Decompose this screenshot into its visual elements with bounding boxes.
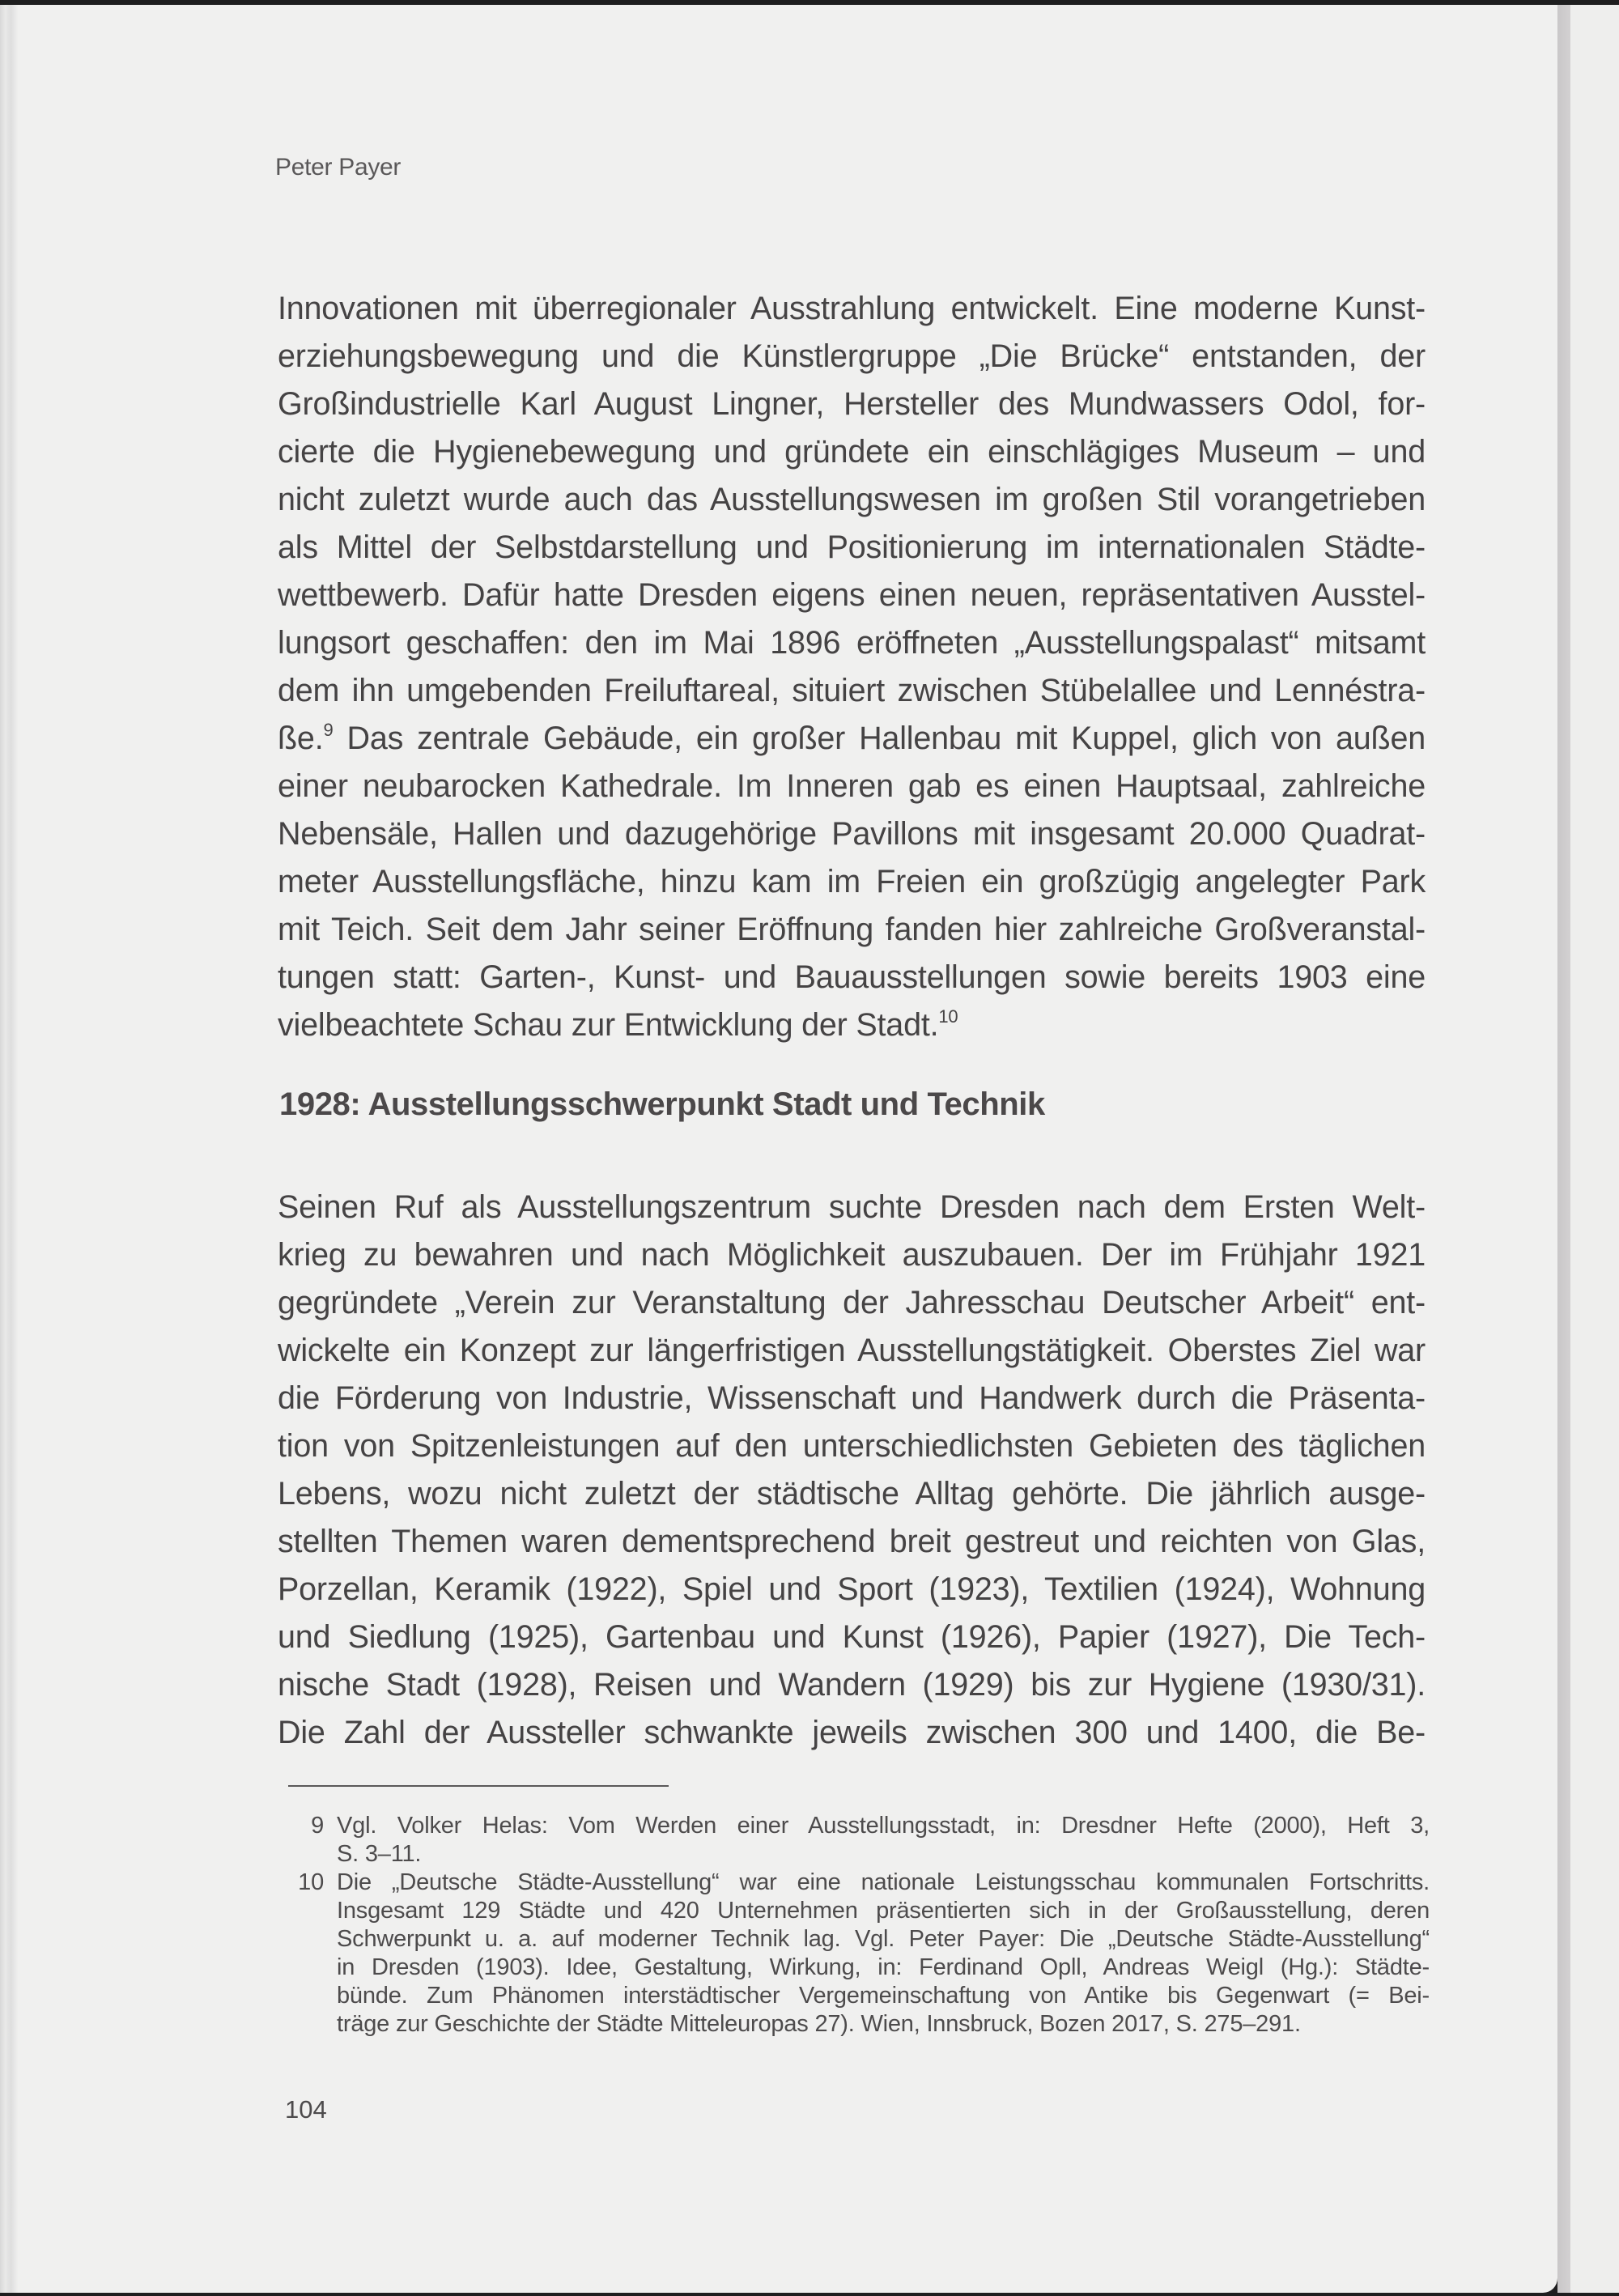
text-line: krieg zu bewahren und nach Möglichkeit auszubauen. Der im Frühjahr 1921 <box>278 1237 1426 1273</box>
text-line: erziehungsbewegung und die Künstlergruppe „Die Brücke“ entstanden, der <box>278 338 1426 374</box>
page-number: 104 <box>285 2095 327 2124</box>
footnote-reference-9[interactable]: 9 <box>323 719 334 740</box>
running-head-author: Peter Payer <box>275 154 402 181</box>
text-line: die Förderung von Industrie, Wissenschaft und Handwerk durch die Präsenta- <box>278 1380 1426 1416</box>
text-line: mit Teich. Seit dem Jahr seiner Eröffnung fanden hier zahlreiche Großveranstal- <box>278 912 1426 947</box>
text-line: tion von Spitzenleistungen auf den unterschiedlichsten Gebieten des täglichen <box>278 1428 1426 1464</box>
text-line-with-footnote <box>278 1001 1426 1049</box>
footnote-number: 9 <box>311 1813 324 1839</box>
text-line: Porzellan, Keramik (1922), Spiel und Sport (1923), Textilien (1924), Wohnung <box>278 1571 1426 1607</box>
text-line: lungsort geschaffen: den im Mai 1896 eröffneten „Ausstellungspalast“ mitsamt <box>278 625 1426 661</box>
text-fragment: vielbeachtete Schau zur Entwicklung der Stadt. <box>278 1007 939 1043</box>
text-line: nische Stadt (1928), Reisen und Wandern (1929) bis zur Hygiene (1930/31). <box>278 1667 1426 1703</box>
text-line: tungen statt: Garten-, Kunst- und Bauausstellungen sowie bereits 1903 eine <box>278 959 1426 995</box>
footnote-number: 10 <box>298 1869 324 1895</box>
footnote-9 <box>288 1812 1430 1869</box>
text-line: Nebensäle, Hallen und dazugehörige Pavillons mit insgesamt 20.000 Quadrat- <box>278 816 1426 852</box>
footnote-10 <box>288 1869 1430 2039</box>
text-line: Seinen Ruf als Ausstellungszentrum suchte Dresden nach dem Ersten Welt- <box>278 1189 1426 1225</box>
text-line: dem ihn umgebenden Freiluftareal, situiert zwischen Stübelallee und Lennéstra- <box>278 673 1426 708</box>
text-line: Die Zahl der Aussteller schwankte jeweils zwischen 300 und 1400, die Be- <box>278 1715 1426 1750</box>
body-paragraph-1 <box>278 285 1426 1049</box>
text-line: wickelte ein Konzept zur längerfristigen Ausstellungstätigkeit. Oberstes Ziel war <box>278 1333 1426 1368</box>
footnote-line: in Dresden (1903). Idee, Gestaltung, Wirkung, in: Ferdinand Opll, Andreas Weigl (Hg.): Städte- <box>337 1954 1430 1980</box>
footnote-line: S. 3–11. <box>337 1841 422 1867</box>
text-fragment: ße. <box>278 721 324 756</box>
footnote-line: träge zur Geschichte der Städte Mitteleuropas 27). Wien, Innsbruck, Bozen 2017, S. 275–291. <box>337 2011 1301 2037</box>
text-line-with-footnote <box>278 715 1426 763</box>
footnotes <box>288 1812 1430 2039</box>
footnote-line: Insgesamt 129 Städte und 420 Unternehmen präsentierten sich in der Großausstellung, deren <box>337 1898 1430 1924</box>
text-line: Lebens, wozu nicht zuletzt der städtische Alltag gehörte. Die jährlich ausge- <box>278 1476 1426 1512</box>
footnote-separator <box>288 1785 669 1787</box>
text-line: meter Ausstellungsfläche, hinzu kam im Freien ein großzügig angelegter Park <box>278 864 1426 899</box>
section-heading: 1928: Ausstellungsschwerpunkt Stadt und Technik <box>279 1086 1045 1122</box>
facing-page-edge <box>1570 5 1619 2293</box>
book-gutter <box>1557 5 1570 2293</box>
text-line: Innovationen mit überregionaler Ausstrahlung entwickelt. Eine moderne Kunst- <box>278 291 1426 326</box>
footnote-line: Schwerpunkt u. a. auf moderner Technik lag. Vgl. Peter Payer: Die „Deutsche Städte-Ausstellung“ <box>337 1926 1430 1952</box>
text-line: wettbewerb. Dafür hatte Dresden eigens einen neuen, repräsentativen Ausstel- <box>278 577 1426 613</box>
text-line: als Mittel der Selbstdarstellung und Positionierung im internationalen Städte- <box>278 529 1426 565</box>
text-line: gegründete „Verein zur Veranstaltung der Jahresschau Deutscher Arbeit“ ent- <box>278 1285 1426 1320</box>
text-fragment: Das zentrale Gebäude, ein großer Hallenbau mit Kuppel, glich von außen <box>333 721 1426 756</box>
footnote-reference-10[interactable]: 10 <box>938 1006 958 1027</box>
text-line: nicht zuletzt wurde auch das Ausstellungswesen im großen Stil vorangetrieben <box>278 482 1426 517</box>
text-line: einer neubarocken Kathedrale. Im Inneren gab es einen Hauptsaal, zahlreiche <box>278 768 1426 804</box>
footnote-line: Vgl. Volker Helas: Vom Werden einer Ausstellungsstadt, in: Dresdner Hefte (2000), Heft 3, <box>337 1813 1430 1839</box>
text-line: cierte die Hygienebewegung und gründete ein einschlägiges Museum – und <box>278 434 1426 470</box>
text-line: und Siedlung (1925), Gartenbau und Kunst (1926), Papier (1927), Die Tech- <box>278 1619 1426 1655</box>
footnote-line: Die „Deutsche Städte-Ausstellung“ war eine nationale Leistungsschau kommunalen Fortschritts. <box>337 1869 1430 1895</box>
body-paragraph-2 <box>278 1184 1426 1757</box>
footnote-line: bünde. Zum Phänomen interstädtischer Vergemeinschaftung von Antike bis Gegenwart (= Bei- <box>337 1983 1430 2009</box>
text-line: Großindustrielle Karl August Lingner, Hersteller des Mundwassers Odol, for- <box>278 386 1426 422</box>
text-line: stellten Themen waren dementsprechend breit gestreut und reichten von Glas, <box>278 1524 1426 1559</box>
page-edge-left <box>0 5 18 2293</box>
